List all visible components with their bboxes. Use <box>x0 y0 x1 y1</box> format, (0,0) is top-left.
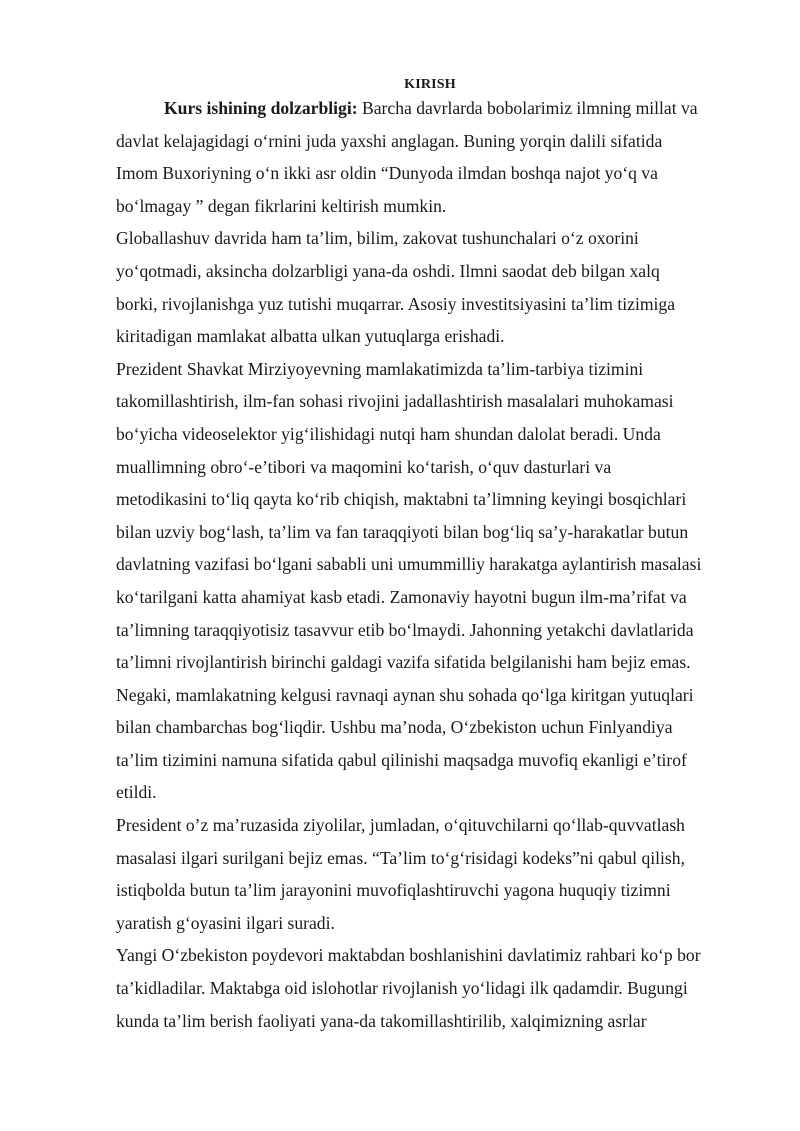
intro-text: Barcha davrlarda bobolarimiz ilmning millat va <box>357 98 698 118</box>
text-line: Negaki, mamlakatning kelgusi ravnaqi aynan shu sohada qo‘lga kiritgan yutuqlari <box>116 684 694 705</box>
text-line: yo‘qotmadi, aksincha dolzarbligi yana-da oshdi. Ilmni saodat deb bilgan xalq <box>116 260 660 281</box>
text-line: bilan uzviy bog‘lash, ta’lim va fan taraqqiyoti bilan bog‘liq sa’y-harakatlar butun <box>116 521 689 542</box>
text-line: davlat kelajagidagi o‘rnini juda yaxshi anglagan. Buning yorqin dalili sifatida <box>116 130 663 151</box>
text-line: ko‘tarilgani katta ahamiyat kasb etadi. Zamonaviy hayotni bugun ilm-ma’rifat va <box>116 586 687 607</box>
text-line: ta’kidladilar. Maktabga oid islohotlar rivojlanish yo‘lidagi ilk qadamdir. Bugungi <box>116 978 688 999</box>
text-line: muallimning obro‘-e’tibori va maqomini ko‘tarish, o‘quv dasturlari va <box>116 456 612 477</box>
text-line: ta’limning taraqqiyotisiz tasavvur etib bo‘lmaydi. Jahonning yetakchi davlatlarida <box>116 619 694 640</box>
page-title: KIRISH <box>404 77 456 92</box>
text-line: davlatning vazifasi bo‘lgani sababli uni umummilliy harakatga aylantirish masalasi <box>116 554 702 575</box>
text-line: etildi. <box>116 782 157 803</box>
intro-label: Kurs ishining dolzarbligi: <box>164 98 358 118</box>
intro-line <box>116 92 746 125</box>
text-line: bo‘yicha videoselektor yig‘ilishidagi nutqi ham shundan dalolat beradi. Unda <box>116 423 661 444</box>
text-line: borki, rivojlanishga yuz tutishi muqarrar. Asosiy investitsiyasini ta’lim tizimiga <box>116 293 676 314</box>
text-line: istiqbolda butun ta’lim jarayonini muvofiqlashtiruvchi yagona huquqiy tizimni <box>116 880 671 901</box>
text-line: takomillashtirish, ilm-fan sohasi rivojini jadallashtirish masalalari muhokamasi <box>116 391 674 412</box>
document-body <box>116 92 746 1037</box>
text-line: Globallashuv davrida ham ta’lim, bilim, zakovat tushunchalari o‘z oxorini <box>116 228 639 249</box>
text-line: bo‘lmagay ” degan fikrlarini keltirish mumkin. <box>116 195 447 216</box>
text-line: Imom Buxoriyning o‘n ikki asr oldin “Dunyoda ilmdan boshqa najot yo‘q va <box>116 163 658 184</box>
text-line: President o’z ma’ruzasida ziyolilar, jumladan, o‘qituvchilarni qo‘llab-quvvatlash <box>116 815 685 836</box>
text-line: ta’lim tizimini namuna sifatida qabul qilinishi maqsadga muvofiq ekanligi e’tirof <box>116 749 687 770</box>
text-line: kiritadigan mamlakat albatta ulkan yutuqlarga erishadi. <box>116 326 505 347</box>
text-line: kunda ta’lim berish faoliyati yana-da takomillashtirilib, xalqimizning asrlar <box>116 1010 647 1031</box>
text-line: Yangi O‘zbekiston poydevori maktabdan boshlanishini davlatimiz rahbari ko‘p bor <box>116 945 701 966</box>
text-line: ta’limni rivojlantirish birinchi galdagi vazifa sifatida belgilanishi ham bejiz emas. <box>116 652 691 673</box>
text-line: Prezident Shavkat Mirziyoyevning mamlakatimizda ta’lim-tarbiya tizimini <box>116 358 644 379</box>
text-line: masalasi ilgari surilgani bejiz emas. “Ta’lim to‘g‘risidagi kodeks”ni qabul qilish, <box>116 847 685 868</box>
text-line: yaratish g‘oyasini ilgari suradi. <box>116 912 335 933</box>
text-line: metodikasini to‘liq qayta ko‘rib chiqish, maktabni ta’limning keyingi bosqichlari <box>116 489 687 510</box>
text-line: bilan chambarchas bog‘liqdir. Ushbu ma’noda, O‘zbekiston uchun Finlyandiya <box>116 717 673 738</box>
